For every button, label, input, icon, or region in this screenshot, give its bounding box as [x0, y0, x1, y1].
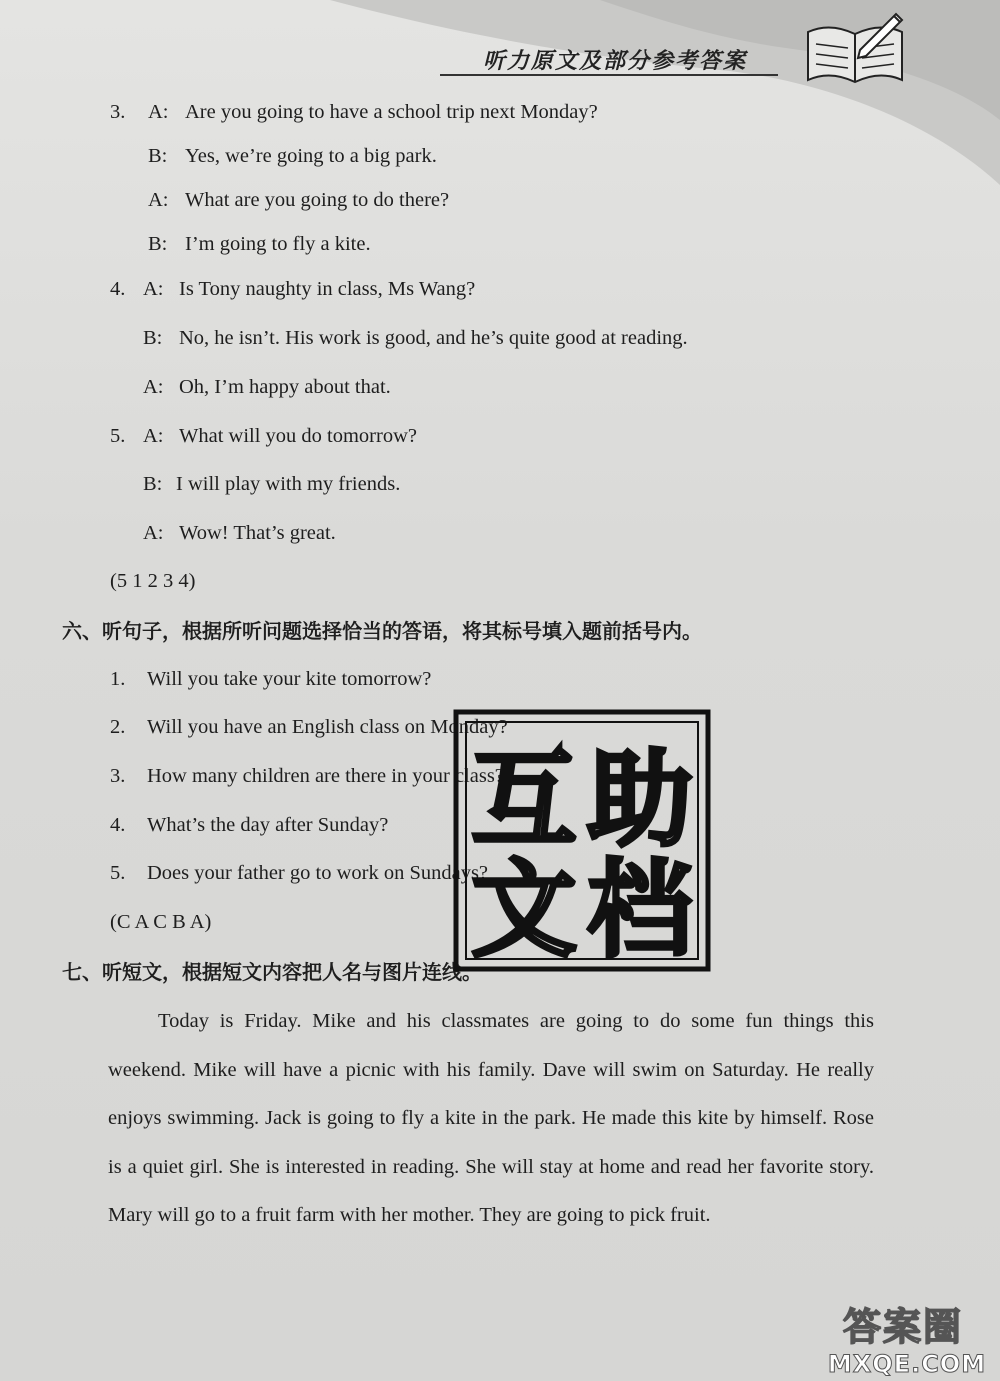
passage-text: Today is Friday. Mike and his classmates are going to do some fun things this weekend. Mike will have a picnic with his family. Dave will swim on Saturday. He really enjoys swimming. Jack is going to fly a kite in the park. He made this kite by himself. Rose is a quiet girl. She is interested in reading. She will stay at home and read her favorite story. Mary will go to a fruit farm with her mother. They are going to pick fruit. [108, 1010, 874, 1226]
question-text: How many children are there in your class? [147, 765, 504, 787]
stamp-seal [452, 708, 712, 973]
svg-text:MXQE.COM: MXQE.COM [827, 1350, 987, 1378]
dialogue-line: No, he isn’t. His work is good, and he’s quite good at reading. [179, 327, 688, 349]
watermark-logo [815, 1300, 995, 1378]
question-text: What’s the day after Sunday? [147, 814, 389, 836]
question-text: Does your father go to work on Sundays? [147, 862, 489, 884]
question-text: Will you take your kite tomorrow? [147, 668, 432, 690]
section-7-heading: 七、听短文，根据短文内容把人名与图片连线。 [62, 960, 482, 984]
dialogue-line: Oh, I’m happy about that. [179, 376, 391, 398]
svg-text:答案圈: 答案圈 [842, 1305, 964, 1349]
speaker-label: A: [148, 189, 169, 211]
question-number: 1. [110, 668, 126, 690]
svg-text:档: 档 [587, 849, 693, 971]
dialogue-line: I will play with my friends. [176, 473, 401, 495]
question-text: Will you have an English class on Monday? [147, 716, 508, 738]
speaker-label: B: [148, 145, 168, 167]
dialogue-4-number: 4. [110, 278, 126, 300]
speaker-label: B: [148, 233, 168, 255]
answer-key: (5 1 2 3 4) [110, 570, 196, 592]
dialogue-line: Are you going to have a school trip next Monday? [185, 101, 598, 123]
dialogue-line: What are you going to do there? [185, 189, 450, 211]
header-title: 听力原文及部分参考答案 [482, 49, 747, 74]
svg-text:助: 助 [587, 739, 693, 861]
question-number: 5. [110, 862, 126, 884]
answer-key: (C A C B A) [110, 911, 212, 933]
speaker-label: A: [143, 425, 164, 447]
dialogue-5-number: 5. [110, 425, 126, 447]
header-rule [440, 74, 778, 76]
question-number: 3. [110, 765, 126, 787]
svg-text:互: 互 [471, 739, 577, 861]
dialogue-line: I’m going to fly a kite. [185, 233, 371, 255]
question-number: 2. [110, 716, 126, 738]
speaker-label: A: [143, 278, 164, 300]
dialogue-line: Is Tony naughty in class, Ms Wang? [179, 278, 476, 300]
speaker-label: B: [143, 473, 163, 495]
svg-text:文: 文 [471, 849, 577, 971]
speaker-label: A: [148, 101, 169, 123]
dialogue-line: Wow! That’s great. [179, 522, 336, 544]
speaker-label: A: [143, 376, 164, 398]
dialogue-line: Yes, we’re going to a big park. [185, 145, 437, 167]
book-pen-icon [800, 10, 910, 85]
question-number: 4. [110, 814, 126, 836]
dialogue-3-number: 3. [110, 101, 126, 123]
speaker-label: A: [143, 522, 164, 544]
section-6-heading: 六、听句子，根据所听问题选择恰当的答语，将其标号填入题前括号内。 [62, 619, 702, 643]
speaker-label: B: [143, 327, 163, 349]
dialogue-line: What will you do tomorrow? [179, 425, 417, 447]
